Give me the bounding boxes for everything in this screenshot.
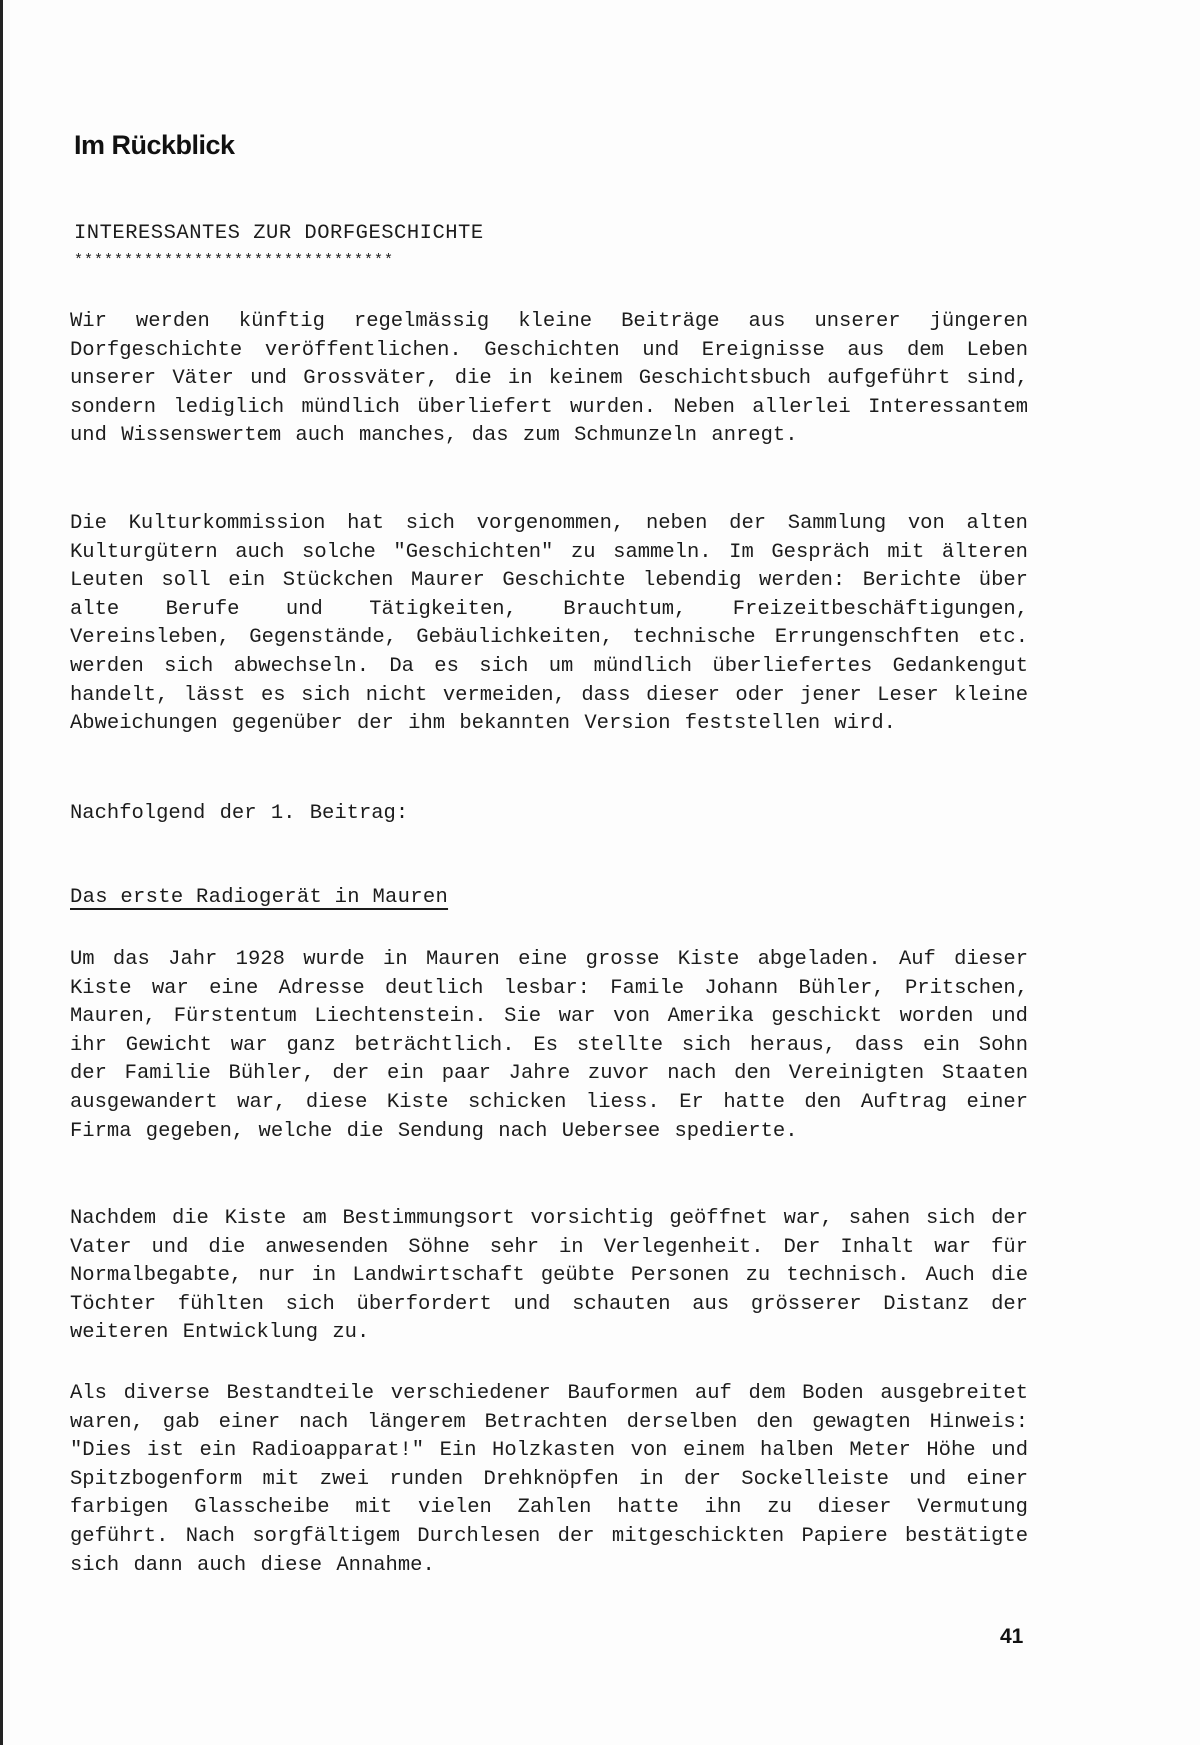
scan-edge <box>0 0 3 1745</box>
intro-paragraph-3: Nachfolgend der 1. Beitrag: <box>70 802 409 825</box>
intro-paragraph-2: Die Kulturkommission hat sich vorgenommen, neben der Sammlung von alten Kulturgütern auch solche "Geschichten" zu sammeln. Im Gespräch mit älteren Leuten soll ein Stückchen Maurer Geschichte lebendig werden: Berichte über alte Berufe und Tätigkeiten, Brauchtum, Freizeitbeschäftigungen, Vereinsleben, Gegenstände, Gebäulichkeiten, technische Errungenschften etc. werden sich abwechseln. Da es sich um mündlich überliefertes Gedankengut handelt, lässt es sich nicht vermeiden, dass dieser oder jener Leser kleine Abweichungen gegenüber der ihm bekannten Version feststellen wird. <box>70 512 1028 736</box>
article-title: Das erste Radiogerät in Mauren <box>70 886 449 909</box>
page-number: 41 <box>1000 1625 1024 1648</box>
section-title: INTERESSANTES ZUR DORFGESCHICHTE <box>74 222 484 245</box>
page-heading: Im Rückblick <box>74 130 235 160</box>
section-title-underline-stars: ******************************** <box>74 252 395 269</box>
article-paragraph-1: Um das Jahr 1928 wurde in Mauren eine grosse Kiste abgeladen. Auf dieser Kiste war eine Adresse deutlich lesbar: Famile Johann Bühler, Pritschen, Mauren, Fürstentum Liechtenstein. Sie war von Amerika geschickt worden und ihr Gewicht war ganz beträchtlich. Es stellte sich heraus, dass ein Sohn der Familie Bühler, der ein paar Jahre zuvor nach den Vereinigten Staaten ausgewandert war, diese Kiste schicken liess. Er hatte den Auftrag einer Firma gegeben, welche die Sendung nach Uebersee spedierte. <box>70 948 1028 1143</box>
article-paragraph-3: Als diverse Bestandteile verschiedener Bauformen auf dem Boden ausgebreitet waren, gab einer nach längerem Betrachten derselben den gewagten Hinweis: "Dies ist ein Radioapparat!" Ein Holzkasten von einem halben Meter Höhe und Spitzbogenform mit zwei runden Drehknöpfen in der Sockelleiste und einer farbigen Glasscheibe mit vielen Zahlen hatte ihn zu dieser Vermutung geführt. Nach sorgfältigem Durchlesen der mitgeschickten Papiere bestätigte sich dann auch diese Annahme. <box>70 1382 1028 1577</box>
article-paragraph-2: Nachdem die Kiste am Bestimmungsort vorsichtig geöffnet war, sahen sich der Vater und die anwesenden Söhne sehr in Verlegenheit. Der Inhalt war für Normalbegabte, nur in Landwirtschaft geübte Personen zu technisch. Auch die Töchter fühlten sich überfordert und schauten aus grösserer Distanz der weiteren Entwicklung zu. <box>70 1207 1028 1345</box>
intro-paragraph-1: Wir werden künftig regelmässig kleine Beiträge aus unserer jüngeren Dorfgeschichte veröffentlichen. Geschichten und Ereignisse aus dem Leben unserer Väter und Grossväter, die in keinem Geschichtsbuch aufgeführt sind, sondern lediglich mündlich überliefert wurden. Neben allerlei Interessantem und Wissenswertem auch manches, das zum Schmunzeln anregt. <box>70 310 1028 448</box>
